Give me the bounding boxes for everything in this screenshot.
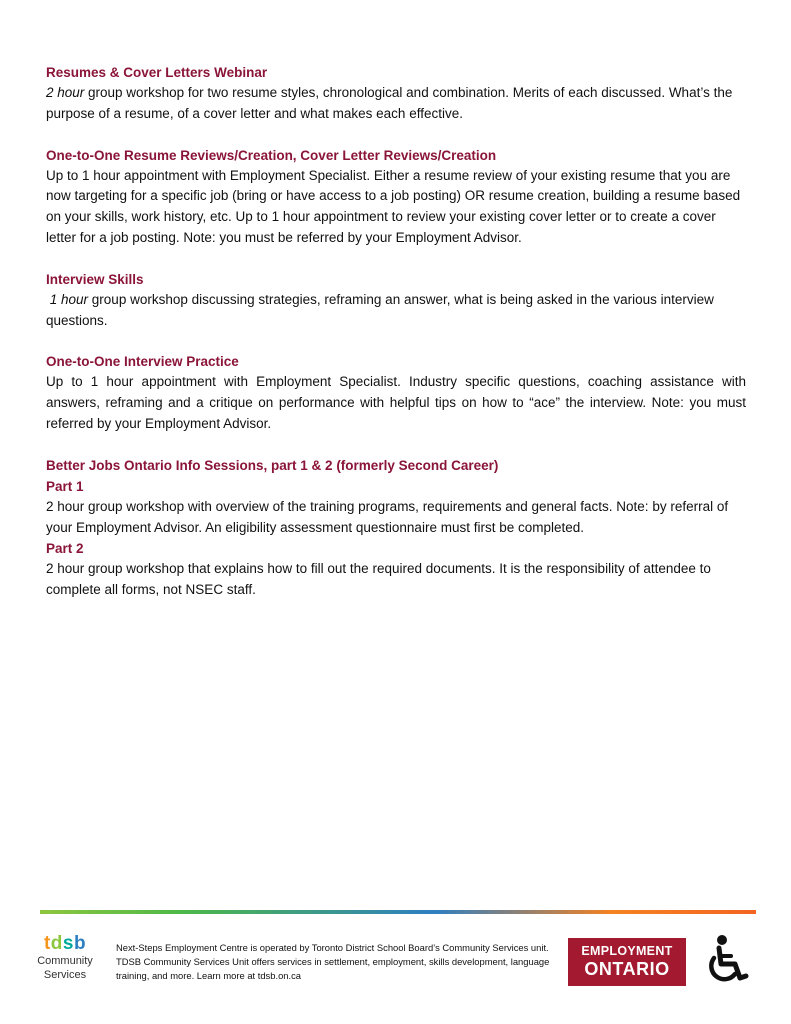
tdsb-wordmark: tdsb (43, 933, 87, 954)
section-body: Up to 1 hour appointment with Employment Specialist. Industry specific questions, coaching assistance with answers, reframing and a critique on performance with helpful tips on how to “ace” the interview. Note: you must referred by your Employment Advisor. (46, 374, 746, 431)
section-heading: One-to-One Resume Reviews/Creation, Cover Letter Reviews/Creation (46, 147, 497, 163)
body-text: group workshop discussing strategies, reframing an answer, what is being asked in the various interview questions. (46, 291, 714, 328)
body-text: group workshop for two resume styles, chronological and combination. Merits of each discussed. What’s the purpose of a resume, of a cover letter and what makes each effective. (46, 85, 733, 121)
part-2-body: 2 hour group workshop that explains how to fill out the required documents. It is the responsibility of attendee to complete all forms, not NSEC staff. (46, 561, 711, 598)
section-body: Up to 1 hour appointment with Employment Specialist. Either a resume review of your existing resume that you are now targeting for a specific job (bring or have access to a job posting) OR resume creation, building a resume based on your skills, work history, etc. Up to 1 hour appointment to review your existing cover letter or to create a cover letter for a job posting. Note: you must be referred by your Employment Advisor. (46, 167, 741, 245)
section-resumes-webinar (46, 62, 746, 125)
logo-line-services: Services (43, 969, 87, 981)
part-1-body: 2 hour group workshop with overview of the training programs, requirements and general facts. Note: by referral of your Employment Advisor. An eligibility assessment questionnaire must first be completed. (46, 498, 729, 535)
section-heading: One-to-One Interview Practice (46, 354, 239, 370)
section-interview-skills (46, 269, 746, 332)
part-2-heading: Part 2 (46, 541, 84, 557)
wheelchair-icon (702, 934, 752, 986)
eo-bottom-text: ONTARIO (584, 959, 670, 979)
duration-italic: 2 hour (46, 85, 85, 100)
section-better-jobs-ontario (46, 455, 746, 601)
section-heading: Interview Skills (46, 271, 144, 287)
part-1-heading: Part 1 (46, 478, 84, 494)
section-heading: Resumes & Cover Letters Webinar (46, 65, 268, 80)
section-body (46, 290, 746, 332)
page-content (46, 62, 746, 621)
employment-ontario-logo (568, 938, 686, 986)
tdsb-logo (30, 934, 100, 982)
footer-description: Next-Steps Employment Centre is operated by Toronto District School Board’s Community Services unit. TDSB Community Services Unit offers services in settlement, employment, skills development, language training, and more. Learn more at tdsb.on.ca (116, 942, 550, 981)
section-resume-reviews (46, 145, 746, 249)
section-heading: Better Jobs Ontario Info Sessions, part 1 & 2 (formerly Second Career) (46, 457, 499, 473)
duration-italic: 1 hour (49, 291, 89, 307)
eo-top-text: EMPLOYMENT (581, 944, 673, 958)
section-interview-practice (46, 351, 746, 434)
section-body (46, 83, 746, 125)
footer-divider (40, 910, 756, 914)
logo-line-community: Community (37, 955, 93, 967)
